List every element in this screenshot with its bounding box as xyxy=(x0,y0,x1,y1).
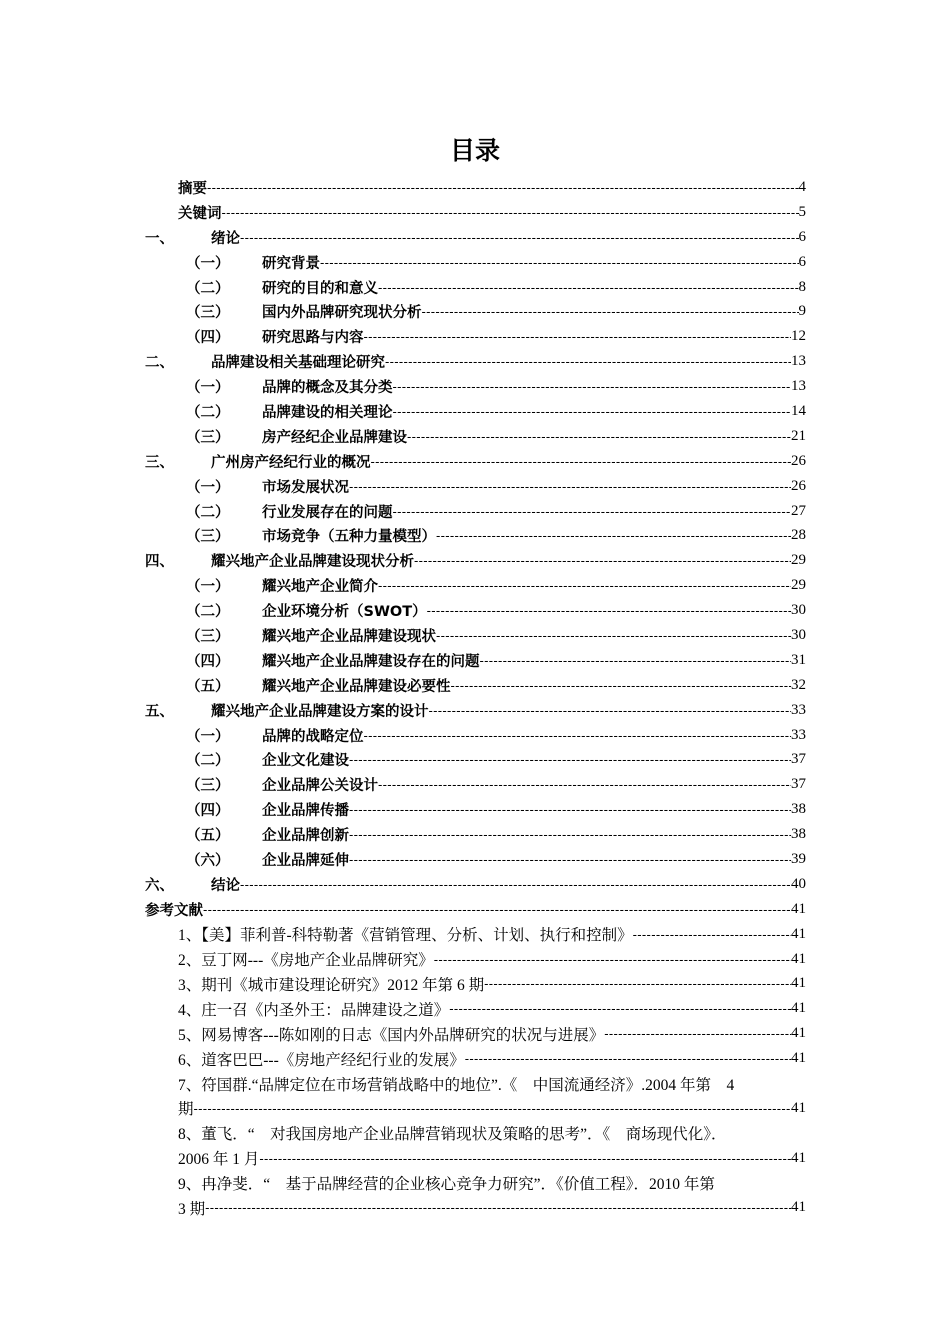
reference-entry[interactable] xyxy=(145,1021,806,1046)
toc-entry-title: 市场竞争（五种力量模型） xyxy=(262,529,436,546)
toc-entry-title: 耀兴地产企业品牌建设现状分析 xyxy=(211,554,414,571)
toc-entry[interactable] xyxy=(145,872,806,897)
toc-entry-page: 37 xyxy=(791,776,806,793)
reference-page: 41 xyxy=(791,975,806,992)
toc-entry[interactable] xyxy=(145,499,806,524)
toc-entry-title: 企业品牌公关设计 xyxy=(262,778,378,795)
reference-page: 41 xyxy=(791,1199,806,1216)
toc-entry[interactable] xyxy=(145,673,806,698)
toc-entry-title: 耀兴地产企业品牌建设存在的问题 xyxy=(262,653,480,670)
toc-entry[interactable] xyxy=(145,275,806,300)
toc-entry-number: （三） xyxy=(186,778,230,795)
reference-text-continued: 3 期 xyxy=(178,1200,206,1218)
dotted-leader xyxy=(393,504,792,519)
reference-entry-line xyxy=(145,1171,806,1196)
dotted-leader xyxy=(349,752,791,767)
toc-entry-number: （六） xyxy=(186,852,230,869)
toc-entry[interactable] xyxy=(145,723,806,748)
toc-entry-number: （五） xyxy=(186,828,230,845)
toc-entry-title: 耀兴地产企业简介 xyxy=(262,579,378,596)
toc-entry-page: 6 xyxy=(798,228,806,245)
reference-text: 2、豆丁网---《房地产企业品牌研究》 xyxy=(178,952,434,970)
toc-entry[interactable] xyxy=(145,374,806,399)
toc-entry[interactable] xyxy=(145,573,806,598)
reference-page: 41 xyxy=(791,1149,806,1166)
toc-entry-page: 5 xyxy=(798,203,806,220)
toc-entry-title: 企业环境分析（SWOT） xyxy=(262,604,427,621)
dotted-leader xyxy=(434,952,791,967)
reference-text: 6、道客巴巴---《房地产经纪行业的发展》 xyxy=(178,1051,465,1069)
reference-text: 3、期刊《城市建设理论研究》2012 年第 6 期 xyxy=(178,976,485,994)
dotted-leader xyxy=(451,678,792,693)
dotted-leader xyxy=(364,728,792,743)
reference-text: 5、网易博客---陈如刚的日志《国内外品牌研究的状况与进展》 xyxy=(178,1026,605,1044)
toc-entry-page: 40 xyxy=(791,875,806,892)
toc-entry-page: 29 xyxy=(791,577,806,594)
dotted-leader xyxy=(378,578,791,593)
toc-entry-page: 6 xyxy=(798,253,806,270)
toc-entry[interactable] xyxy=(145,847,806,872)
dotted-leader xyxy=(436,628,791,643)
toc-entry-title: 企业品牌传播 xyxy=(262,803,349,820)
toc-entry-number: 一、 xyxy=(145,230,174,247)
reference-page: 41 xyxy=(791,950,806,967)
toc-entry-page: 12 xyxy=(791,328,806,345)
toc-entry-page: 27 xyxy=(791,502,806,519)
toc-entry[interactable] xyxy=(145,897,806,922)
toc-entry-number: （一） xyxy=(186,479,230,496)
toc-entry[interactable] xyxy=(145,175,806,200)
toc-entry-title: 企业品牌创新 xyxy=(262,828,349,845)
toc-entry-number: （一） xyxy=(186,579,230,596)
toc-entry-number: （五） xyxy=(186,678,230,695)
toc-entry-title: 市场发展状况 xyxy=(262,479,349,496)
toc-entry[interactable] xyxy=(145,598,806,623)
toc-entry-page: 8 xyxy=(798,278,806,295)
toc-entry-number: （二） xyxy=(186,753,230,770)
toc-entry-page: 33 xyxy=(791,726,806,743)
dotted-leader xyxy=(465,1051,791,1066)
toc-entry-page: 28 xyxy=(791,527,806,544)
toc-entry-number: 三、 xyxy=(145,454,174,471)
toc-entry-page: 32 xyxy=(791,676,806,693)
reference-text: 8、董飞．“ 对我国房地产企业品牌营销现状及策略的思考”．《 商场现代化》． xyxy=(178,1126,727,1144)
toc-title: 目录 xyxy=(449,136,500,165)
reference-text: 7、符国群.“品牌定位在市场营销战略中的地位”.《 中国流通经济》.2004 年第 4 xyxy=(178,1076,735,1094)
dotted-leader xyxy=(349,852,791,867)
dotted-leader xyxy=(484,976,791,991)
toc-entry-page: 26 xyxy=(791,452,806,469)
dotted-leader xyxy=(480,653,792,668)
toc-entry-number: （三） xyxy=(186,628,230,645)
toc-entry[interactable] xyxy=(145,772,806,797)
dotted-leader xyxy=(194,1101,791,1116)
dotted-leader xyxy=(633,927,791,942)
toc-entry-number: （三） xyxy=(186,305,230,322)
toc-entry-title: 行业发展存在的问题 xyxy=(262,504,393,521)
dotted-leader xyxy=(207,180,799,195)
dotted-leader xyxy=(371,454,792,469)
toc-entry-number: （二） xyxy=(186,604,230,621)
reference-entry[interactable] xyxy=(145,1096,806,1121)
toc-entry-title: 参考文献 xyxy=(145,902,203,919)
toc-entry-title: 绪论 xyxy=(211,230,240,247)
dotted-leader xyxy=(407,429,791,444)
dotted-leader xyxy=(349,827,791,842)
toc-entry-number: （三） xyxy=(186,429,230,446)
toc-entry[interactable] xyxy=(145,822,806,847)
dotted-leader xyxy=(436,528,791,543)
dotted-leader xyxy=(259,1151,791,1166)
toc-entry[interactable] xyxy=(145,523,806,548)
reference-page: 41 xyxy=(791,1050,806,1067)
toc-entry[interactable] xyxy=(145,399,806,424)
dotted-leader xyxy=(604,1026,791,1041)
toc-entry-page: 29 xyxy=(791,552,806,569)
dotted-leader xyxy=(427,603,791,618)
dotted-leader xyxy=(429,703,792,718)
toc-entry-title: 耀兴地产企业品牌建设现状 xyxy=(262,628,436,645)
reference-text: 9、冉净斐．“ 基于品牌经营的企业核心竞争力研究”．《价值工程》．2010 年第 xyxy=(178,1176,715,1194)
dotted-leader xyxy=(378,777,791,792)
toc-entry-page: 14 xyxy=(791,402,806,419)
toc-entry-number: （一） xyxy=(186,255,230,272)
toc-entry-number: （二） xyxy=(186,504,230,521)
reference-text-continued: 期 xyxy=(178,1101,194,1119)
dotted-leader xyxy=(240,230,799,245)
toc-entry-page: 9 xyxy=(798,303,806,320)
toc-entry-title: 品牌的概念及其分类 xyxy=(262,380,393,397)
reference-entry[interactable] xyxy=(145,1046,806,1071)
toc-entry-page: 37 xyxy=(791,751,806,768)
toc-entry-page: 41 xyxy=(791,900,806,917)
toc-entry-title: 广州房产经纪行业的概况 xyxy=(211,454,371,471)
toc-entry-title: 品牌的战略定位 xyxy=(262,728,364,745)
reference-page: 41 xyxy=(791,1025,806,1042)
reference-page: 41 xyxy=(791,1099,806,1116)
toc-entry[interactable] xyxy=(145,200,806,225)
toc-entry-number: 六、 xyxy=(145,877,174,894)
dotted-leader xyxy=(393,379,792,394)
dotted-leader xyxy=(449,1001,791,1016)
toc-entry-number: 二、 xyxy=(145,355,174,372)
reference-entry[interactable] xyxy=(145,972,806,997)
toc-entry-number: 五、 xyxy=(145,703,174,720)
toc-entry[interactable] xyxy=(145,648,806,673)
toc-entry-title: 耀兴地产企业品牌建设方案的设计 xyxy=(211,703,429,720)
toc-entry-page: 13 xyxy=(791,378,806,395)
toc-entry-page: 26 xyxy=(791,477,806,494)
toc-entry-page: 21 xyxy=(791,427,806,444)
reference-entry-line xyxy=(145,1071,806,1096)
dotted-leader xyxy=(378,280,799,295)
toc-entry-title: 品牌建设相关基础理论研究 xyxy=(211,355,385,372)
reference-entry[interactable] xyxy=(145,947,806,972)
dotted-leader xyxy=(393,404,792,419)
toc-entry-title: 企业文化建设 xyxy=(262,753,349,770)
reference-entry[interactable] xyxy=(145,996,806,1021)
toc-entry-page: 31 xyxy=(791,651,806,668)
toc-entry[interactable] xyxy=(145,474,806,499)
dotted-leader xyxy=(349,479,791,494)
toc-entry-title: 关键词 xyxy=(178,205,222,222)
dotted-leader xyxy=(240,877,791,892)
dotted-leader xyxy=(320,255,799,270)
toc-entry-number: （二） xyxy=(186,280,230,297)
toc-entry-title: 结论 xyxy=(211,877,240,894)
toc-entry-title: 研究的目的和意义 xyxy=(262,280,378,297)
table-of-contents xyxy=(145,175,806,1220)
reference-page: 41 xyxy=(791,925,806,942)
toc-entry-page: 30 xyxy=(791,602,806,619)
toc-entry-title: 研究思路与内容 xyxy=(262,330,364,347)
toc-entry-title: 研究背景 xyxy=(262,255,320,272)
reference-text: 4、庄一召《内圣外王：品牌建设之道》 xyxy=(178,1001,450,1019)
toc-entry-number: （四） xyxy=(186,803,230,820)
toc-entry-page: 4 xyxy=(798,178,806,195)
dotted-leader xyxy=(385,354,791,369)
toc-entry[interactable] xyxy=(145,349,806,374)
dotted-leader xyxy=(364,329,792,344)
toc-entry-page: 13 xyxy=(791,353,806,370)
toc-entry[interactable] xyxy=(145,797,806,822)
toc-entry[interactable] xyxy=(145,548,806,573)
dotted-leader xyxy=(203,902,791,917)
toc-entry-title: 品牌建设的相关理论 xyxy=(262,404,393,421)
dotted-leader xyxy=(349,802,791,817)
reference-text: 1、【美】菲利普-科特勒著《营销管理、分析、计划、执行和控制》 xyxy=(178,927,633,945)
toc-entry-title: 房产经纪企业品牌建设 xyxy=(262,429,407,446)
toc-entry-title: 耀兴地产企业品牌建设必要性 xyxy=(262,678,451,695)
toc-entry[interactable] xyxy=(145,299,806,324)
toc-entry[interactable] xyxy=(145,324,806,349)
toc-entry[interactable] xyxy=(145,623,806,648)
dotted-leader xyxy=(222,205,799,220)
reference-entry[interactable] xyxy=(145,1196,806,1221)
toc-entry-number: （二） xyxy=(186,404,230,421)
toc-entry[interactable] xyxy=(145,250,806,275)
toc-entry-title: 企业品牌延伸 xyxy=(262,852,349,869)
toc-entry[interactable] xyxy=(145,747,806,772)
toc-entry-number: （三） xyxy=(186,529,230,546)
reference-entry-line xyxy=(145,1121,806,1146)
toc-entry[interactable] xyxy=(145,698,806,723)
toc-entry-page: 38 xyxy=(791,801,806,818)
toc-entry-title: 摘要 xyxy=(178,180,207,197)
toc-entry-page: 39 xyxy=(791,850,806,867)
toc-entry-page: 30 xyxy=(791,626,806,643)
toc-entry-page: 33 xyxy=(791,701,806,718)
toc-entry[interactable] xyxy=(145,449,806,474)
toc-entry[interactable] xyxy=(145,225,806,250)
toc-entry-number: （一） xyxy=(186,728,230,745)
toc-entry-number: 四、 xyxy=(145,554,174,571)
reference-entry[interactable] xyxy=(145,1146,806,1171)
toc-entry-number: （一） xyxy=(186,380,230,397)
toc-entry[interactable] xyxy=(145,424,806,449)
toc-entry-title: 国内外品牌研究现状分析 xyxy=(262,305,422,322)
dotted-leader xyxy=(414,553,791,568)
reference-page: 41 xyxy=(791,1000,806,1017)
toc-entry-page: 38 xyxy=(791,826,806,843)
reference-text-continued: 2006 年 1 月 xyxy=(178,1151,260,1169)
reference-entry[interactable] xyxy=(145,922,806,947)
toc-entry-number: （四） xyxy=(186,653,230,670)
dotted-leader xyxy=(205,1200,791,1215)
dotted-leader xyxy=(422,304,799,319)
toc-entry-number: （四） xyxy=(186,330,230,347)
